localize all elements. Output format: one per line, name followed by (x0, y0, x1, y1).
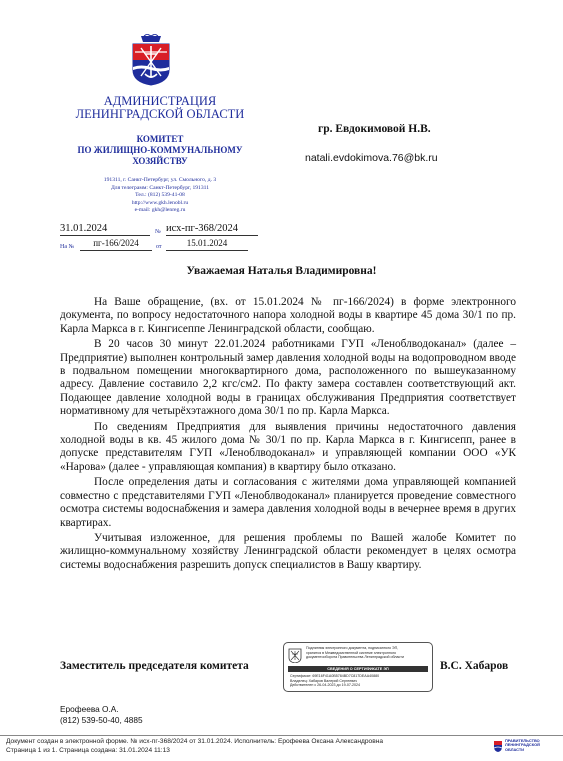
government-emblem-icon (493, 740, 503, 752)
signer-name: В.С. Хабаров (440, 660, 509, 672)
address-line-1: 191311, г. Санкт-Петербург, ул. Смольного, д. 3 (103, 177, 217, 183)
outgoing-date: 31.01.2024 (60, 223, 108, 234)
footer-line-1: Документ создан в электронной форме. № исх-пг-368/2024 от 31.01.2024. Исполнитель: Ерофеева Оксана Александровна (6, 738, 384, 745)
government-logo (493, 739, 555, 757)
admin-line-1: АДМИНИСТРАЦИЯ (103, 94, 217, 108)
stamp-certificate-info (290, 674, 428, 688)
ref-number-field (80, 238, 152, 251)
paragraph: Учитывая изложенное, для решения проблемы по Вашей жалобе Комитет по жилищно-коммунальному хозяйству Ленинградской области рекомендует в целях осмотра системы водоснабжения разрешить допуск специалистов в Вашу квартиру. (60, 531, 516, 571)
address-line-5: e-mail: gkh@lenreg.ru (134, 207, 186, 214)
stamp-line-3: документооборота Правительства Ленинградской области (306, 655, 404, 660)
from-label: от (156, 244, 162, 250)
number-label: № (155, 229, 161, 235)
letter-body (60, 296, 516, 574)
stamp-line-2: хранится в Межведомственной системе электронного (306, 650, 397, 655)
stamp-owner: Владелец: Хабаров Валерий Сергеевич (290, 678, 358, 683)
paragraph: В 20 часов 30 минут 22.01.2024 работниками ГУП «Леноблводоканал» (далее – Предприятие) выполнен контрольный замер давления холодной воды на водопроводном вводе в подвальном помещении многоквартирного дома, расположенного по вышеуказанному адресу. Давление составило 2,2 кгс/см2. По факту замера составлен соответствующий акт. Подающее давление холодной воды в границах обслуживания Предприятия соответствует нормативному для четырёхэтажного дома 30/1 по пр. Карла Маркса. (60, 338, 516, 418)
committee-line-3: ХОЗЯЙСТВУ (132, 156, 188, 166)
outgoing-date-field (60, 223, 150, 236)
document-footer (0, 735, 563, 761)
logo-line-2: ЛЕНИНГРАДСКОЙ (505, 742, 540, 748)
salutation: Уважаемая Наталья Владимировна! (186, 265, 377, 277)
committee-line-1: КОМИТЕТ (136, 134, 184, 144)
outgoing-number-field (166, 223, 258, 236)
logo-line-3: ОБЛАСТИ (505, 746, 525, 752)
admin-line-2: ЛЕНИНГРАДСКОЙ ОБЛАСТИ (75, 107, 245, 121)
ref-number: пг-166/2024 (93, 238, 139, 248)
electronic-signature-stamp (283, 642, 433, 692)
stamp-header (306, 646, 428, 660)
ref-label: На № (60, 244, 75, 250)
logo-line-1: ПРАВИТЕЛЬСТВО (505, 738, 540, 743)
committee-title (40, 134, 280, 167)
executor-phone: (812) 539-50-40, 4885 (60, 714, 143, 725)
addressee-email: natali.evdokimova.76@bk.ru (305, 152, 438, 164)
footer-text (6, 738, 383, 755)
footer-line-2: Страница 1 из 1. Страница создана: 31.01.2024 11:13 (6, 746, 170, 754)
coat-of-arms-emblem (131, 34, 171, 86)
address-line-4: http://www.gkh.lenobl.ru (131, 199, 189, 206)
ref-date-field (166, 238, 248, 251)
government-logo-text (505, 739, 540, 752)
outgoing-number: исх-пг-368/2024 (166, 223, 238, 234)
committee-line-2: ПО ЖИЛИЩНО-КОММУНАЛЬНОМУ (77, 145, 243, 155)
stamp-certificate-bar: СВЕДЕНИЯ О СЕРТИФИКАТЕ ЭП (288, 666, 428, 672)
stamp-line-1: Подлинник электронного документа, подписанного ЭП, (306, 646, 399, 650)
paragraph: По сведениям Предприятия для выявления причины недостаточного давления холодной воды в кв. 45 жилого дома № 30/1 по пр. Карла Маркса в г. Кингисепп, ранее в допуске представителям ГУП «Леноблводоканал» и управляющей компании ООО «УК «Нарова» (далее - управляющая компания) в квартиру было отказано. (60, 420, 516, 473)
paragraph: После определения даты и согласования с жителями дома управляющей компанией совместно с представителями ГУП «Леноблводоканал» планируется проведение совместного осмотра системы водоснабжения и замера давления холодной воды в вечернее время в других квартирах. (60, 476, 516, 529)
ref-date: 15.01.2024 (186, 238, 228, 248)
stamp-validity: Действителен с 26-04-2023 до 19-07-2024 (290, 683, 361, 688)
stamp-emblem-icon (288, 647, 302, 663)
paragraph: На Ваше обращение, (вх. от 15.01.2024 № пг-166/2024) в форме электронного документа, по вопросу недостаточного напора холодной воды в квартире 45 дома 30/1 по пр. Карла Маркса в г. Кингисеппе Ленинградской области, сообщаю. (60, 296, 516, 335)
addressee-name: гр. Евдокимовой Н.В. (318, 123, 431, 135)
signer-title: Заместитель председателя комитета (60, 660, 249, 672)
executor-name: Ерофеева О.А. (60, 704, 119, 714)
executor-info (60, 704, 143, 725)
administration-title (40, 95, 280, 121)
address-line-2: Для телеграмм: Санкт-Петербург, 191311 (110, 184, 210, 191)
committee-address (60, 177, 260, 215)
stamp-cert: Сертификат: 69E16F41A0B5784BD7C817DEAA40880 (290, 674, 380, 678)
address-line-3: Тел.: (812) 539-41-08 (135, 192, 185, 199)
